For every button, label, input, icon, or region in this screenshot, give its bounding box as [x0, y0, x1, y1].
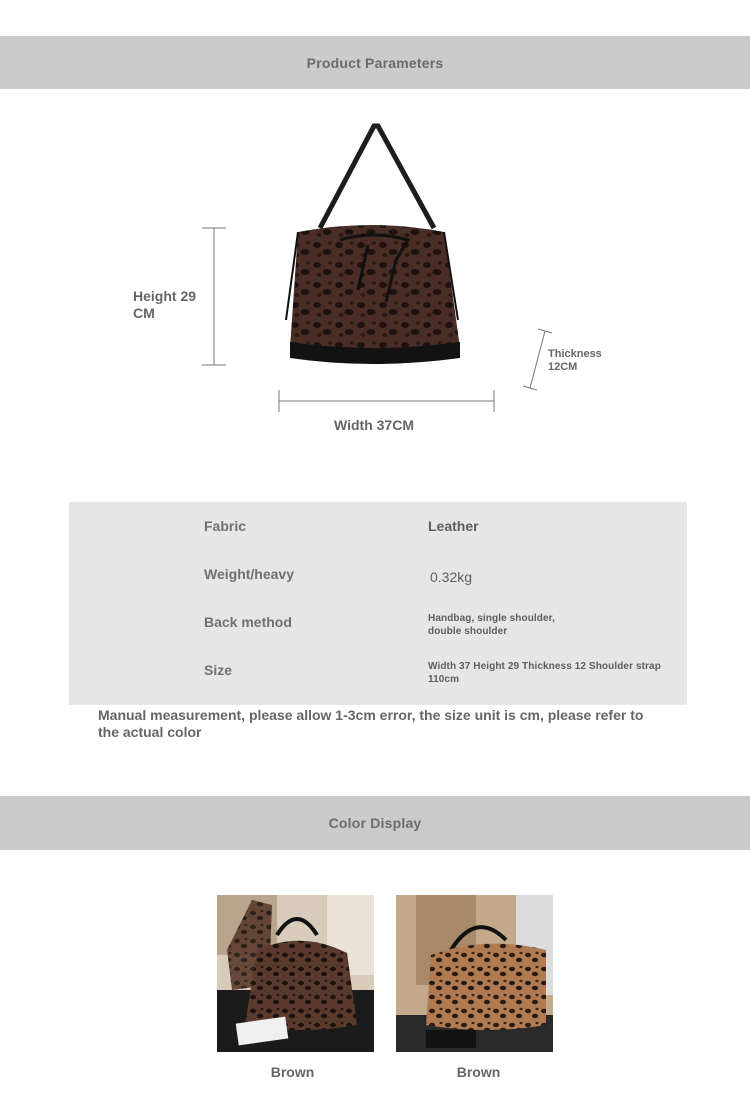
thickness-dimension-label: Thickness 12CM: [548, 348, 602, 373]
spec-key: Size: [204, 662, 233, 678]
specs-table: [69, 502, 687, 705]
bag-photo-dark: [217, 895, 374, 1052]
spec-key: Back method: [204, 614, 292, 630]
spec-key: Weight/heavy: [204, 566, 294, 582]
measurement-note: Manual measurement, please allow 1-3cm error, the size unit is cm, please refer to the actual color: [98, 707, 644, 740]
width-dimension-label: Width 37CM: [334, 417, 414, 433]
bag-photo-light: [396, 895, 553, 1052]
height-dimension-label: Height 29 CM: [133, 288, 197, 321]
spec-row-fabric: [69, 518, 687, 558]
spec-row-back-method: [69, 614, 687, 654]
section-header-parameters: [0, 36, 750, 89]
spec-key: Fabric: [204, 518, 247, 534]
spec-row-weight: [69, 566, 687, 606]
spec-value: Leather: [428, 518, 479, 534]
color-name-label: Brown: [270, 1064, 315, 1080]
spec-value: 0.32kg: [430, 569, 473, 585]
color-name-label: Brown: [456, 1064, 501, 1080]
color-swatch-image[interactable]: [217, 895, 374, 1052]
section-title: Color Display: [328, 815, 422, 831]
color-swatch-image[interactable]: [396, 895, 553, 1052]
section-title: Product Parameters: [306, 54, 444, 71]
spec-value: Width 37 Height 29 Thickness 12 Shoulder strap 110cm: [428, 661, 661, 685]
section-header-colors: [0, 796, 750, 850]
product-bag-image: [268, 120, 476, 368]
spec-value: Handbag, single shoulder, double shoulder: [428, 613, 555, 637]
spec-row-size: [69, 662, 687, 702]
